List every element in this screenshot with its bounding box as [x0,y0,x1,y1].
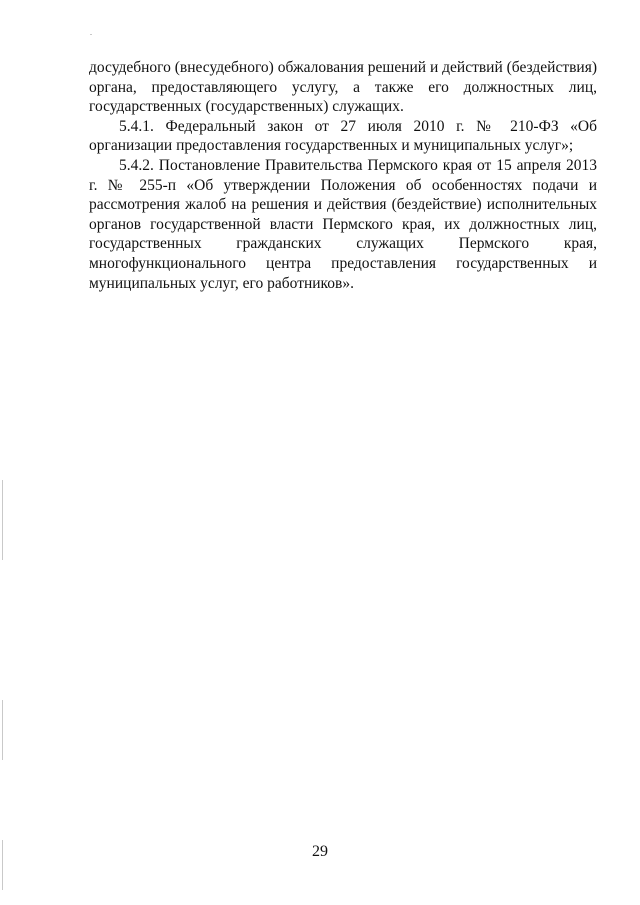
scan-artifact [2,700,3,760]
paragraph-5-4-1: 5.4.1. Федеральный закон от 27 июля 2010 г. № 210-ФЗ «Об организации предоставления государственных и муниципальных услуг»; [89,117,597,155]
paragraph-continuation: досудебного (внесудебного) обжалования решений и действий (бездействия) органа, предоставляющего услугу, а также его должностных лиц, государственных (государственных) служащих. [89,59,598,116]
page-number: 29 [312,843,328,860]
scan-artifact [90,34,92,35]
paragraph-5-4-2: 5.4.2. Постановление Правительства Пермского края от 15 апреля 2013 г. № 255-п «Об утверждении Положения об особенностях подачи и рассмотрения жалоб на решения и действия (бездействие) исполнительных органов государственной власти Пермского края, их должностных лиц, государственных гражданских служащих Пермского края, многофункционального центра предоставления государственных и муниципальных услуг, его работников». [89,156,597,292]
scan-artifact [2,480,3,560]
body-text [89,58,597,293]
